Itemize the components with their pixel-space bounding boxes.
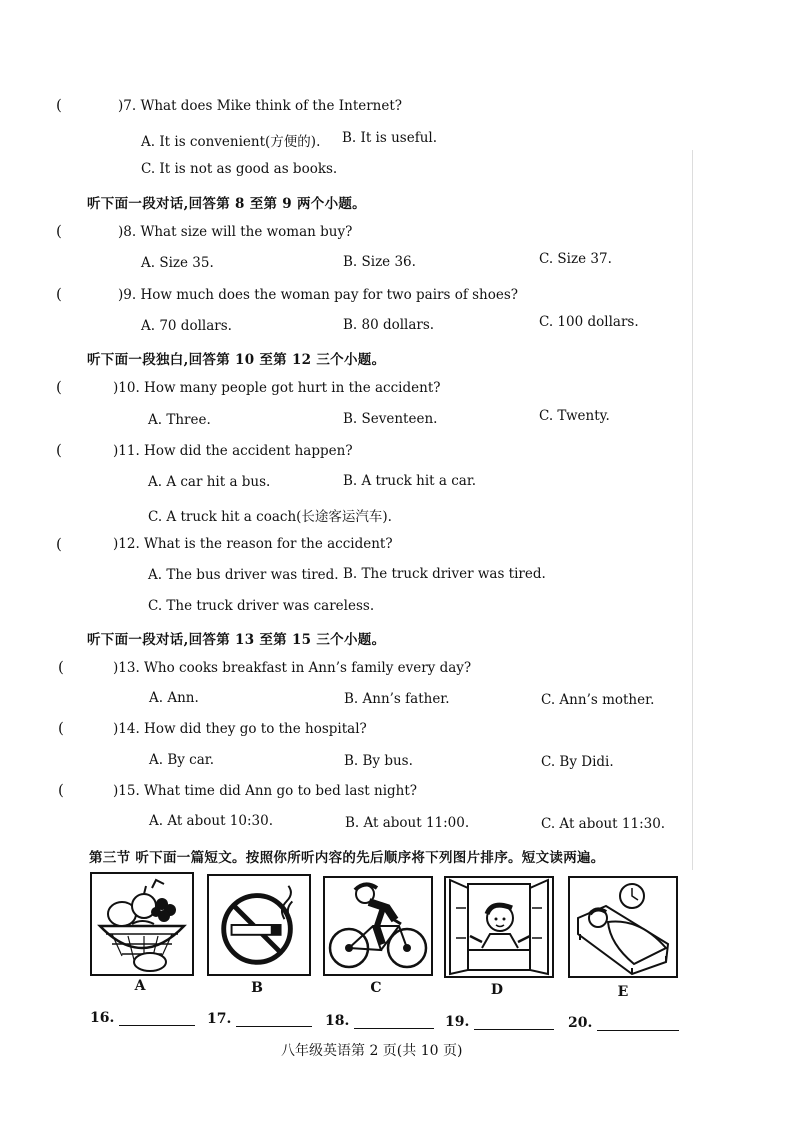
q8-option-b: B. Size 36. xyxy=(343,254,416,270)
blank-17[interactable]: 17. xyxy=(207,1011,312,1027)
page-footer: 八年级英语第 2 页(共 10 页) xyxy=(281,1043,463,1059)
question-10: )10. How many people got hurt in the accident? xyxy=(113,380,441,396)
answer-paren: ( xyxy=(58,719,64,737)
question-8: )8. What size will the woman buy? xyxy=(118,224,353,240)
question-12: )12. What is the reason for the accident? xyxy=(113,536,393,552)
q11-option-a: A. A car hit a bus. xyxy=(148,474,271,490)
section-note-10-12: 听下面一段独白,回答第 10 至第 12 三个小题。 xyxy=(87,352,386,368)
q9-option-b: B. 80 dollars. xyxy=(343,317,435,333)
q15-option-c: C. At about 11:30. xyxy=(541,816,666,832)
q7-option-a: A. It is convenient(方便的). xyxy=(141,134,321,150)
sleeping-in-bed-icon xyxy=(570,878,676,976)
question-14: )14. How did they go to the hospital? xyxy=(113,721,367,737)
picture-c xyxy=(323,876,433,976)
picture-b xyxy=(207,874,311,976)
section-note-13-15: 听下面一段对话,回答第 13 至第 15 三个小题。 xyxy=(87,632,386,648)
q7-option-b: B. It is useful. xyxy=(342,130,438,146)
q14-option-a: A. By car. xyxy=(149,752,215,768)
fruit-basket-icon xyxy=(92,874,192,974)
picture-c-label: C xyxy=(370,980,382,996)
no-smoking-icon xyxy=(209,876,309,974)
q13-option-b: B. Ann’s father. xyxy=(344,691,450,707)
answer-paren: ( xyxy=(58,781,64,799)
picture-d xyxy=(444,876,554,978)
cyclist-icon xyxy=(325,878,431,974)
question-9: )9. How much does the woman pay for two pairs of shoes? xyxy=(118,287,519,303)
q10-option-a: A. Three. xyxy=(148,412,211,428)
answer-paren: ( xyxy=(56,222,62,240)
q12-option-a: A. The bus driver was tired. xyxy=(148,567,339,583)
picture-a-label: A xyxy=(134,978,146,994)
q14-option-c: C. By Didi. xyxy=(541,754,614,770)
blank-20[interactable]: 20. xyxy=(568,1015,679,1031)
q9-option-c: C. 100 dollars. xyxy=(539,314,639,330)
q12-option-b: B. The truck driver was tired. xyxy=(343,566,546,582)
q10-option-c: C. Twenty. xyxy=(539,408,610,424)
question-7: )7. What does Mike think of the Internet? xyxy=(118,98,403,114)
answer-paren: ( xyxy=(56,441,62,459)
question-13: )13. Who cooks breakfast in Ann’s family every day? xyxy=(113,660,472,676)
q10-option-b: B. Seventeen. xyxy=(343,411,438,427)
blank-18[interactable]: 18. xyxy=(325,1013,434,1029)
blank-16[interactable]: 16. xyxy=(90,1010,195,1026)
q15-option-b: B. At about 11:00. xyxy=(345,815,470,831)
q13-option-a: A. Ann. xyxy=(149,690,199,706)
q8-option-a: A. Size 35. xyxy=(141,255,214,271)
section-3-instructions: 第三节 听下面一篇短文。按照你所听内容的先后顺序将下列图片排序。短文读两遍。 xyxy=(89,850,605,866)
answer-paren: ( xyxy=(56,285,62,303)
answer-paren: ( xyxy=(56,378,62,396)
q11-option-c: C. A truck hit a coach(长途客运汽车). xyxy=(148,509,392,525)
picture-b-label: B xyxy=(251,980,263,996)
q14-option-b: B. By bus. xyxy=(344,753,413,769)
scan-edge-line xyxy=(692,150,693,870)
picture-e-label: E xyxy=(617,984,629,1000)
q7-option-c: C. It is not as good as books. xyxy=(141,161,338,177)
boy-at-window-icon xyxy=(446,878,552,976)
picture-a xyxy=(90,872,194,976)
answer-paren: ( xyxy=(56,535,62,553)
q13-option-c: C. Ann’s mother. xyxy=(541,692,655,708)
q8-option-c: C. Size 37. xyxy=(539,251,612,267)
q15-option-a: A. At about 10:30. xyxy=(149,813,273,829)
q12-option-c: C. The truck driver was careless. xyxy=(148,598,375,614)
blank-19[interactable]: 19. xyxy=(445,1014,554,1030)
section-note-8-9: 听下面一段对话,回答第 8 至第 9 两个小题。 xyxy=(87,196,366,212)
picture-d-label: D xyxy=(490,982,504,998)
q9-option-a: A. 70 dollars. xyxy=(141,318,232,334)
picture-e xyxy=(568,876,678,978)
question-15: )15. What time did Ann go to bed last night? xyxy=(113,783,418,799)
question-11: )11. How did the accident happen? xyxy=(113,443,353,459)
q11-option-b: B. A truck hit a car. xyxy=(343,473,477,489)
answer-paren: ( xyxy=(56,96,62,114)
answer-paren: ( xyxy=(58,658,64,676)
